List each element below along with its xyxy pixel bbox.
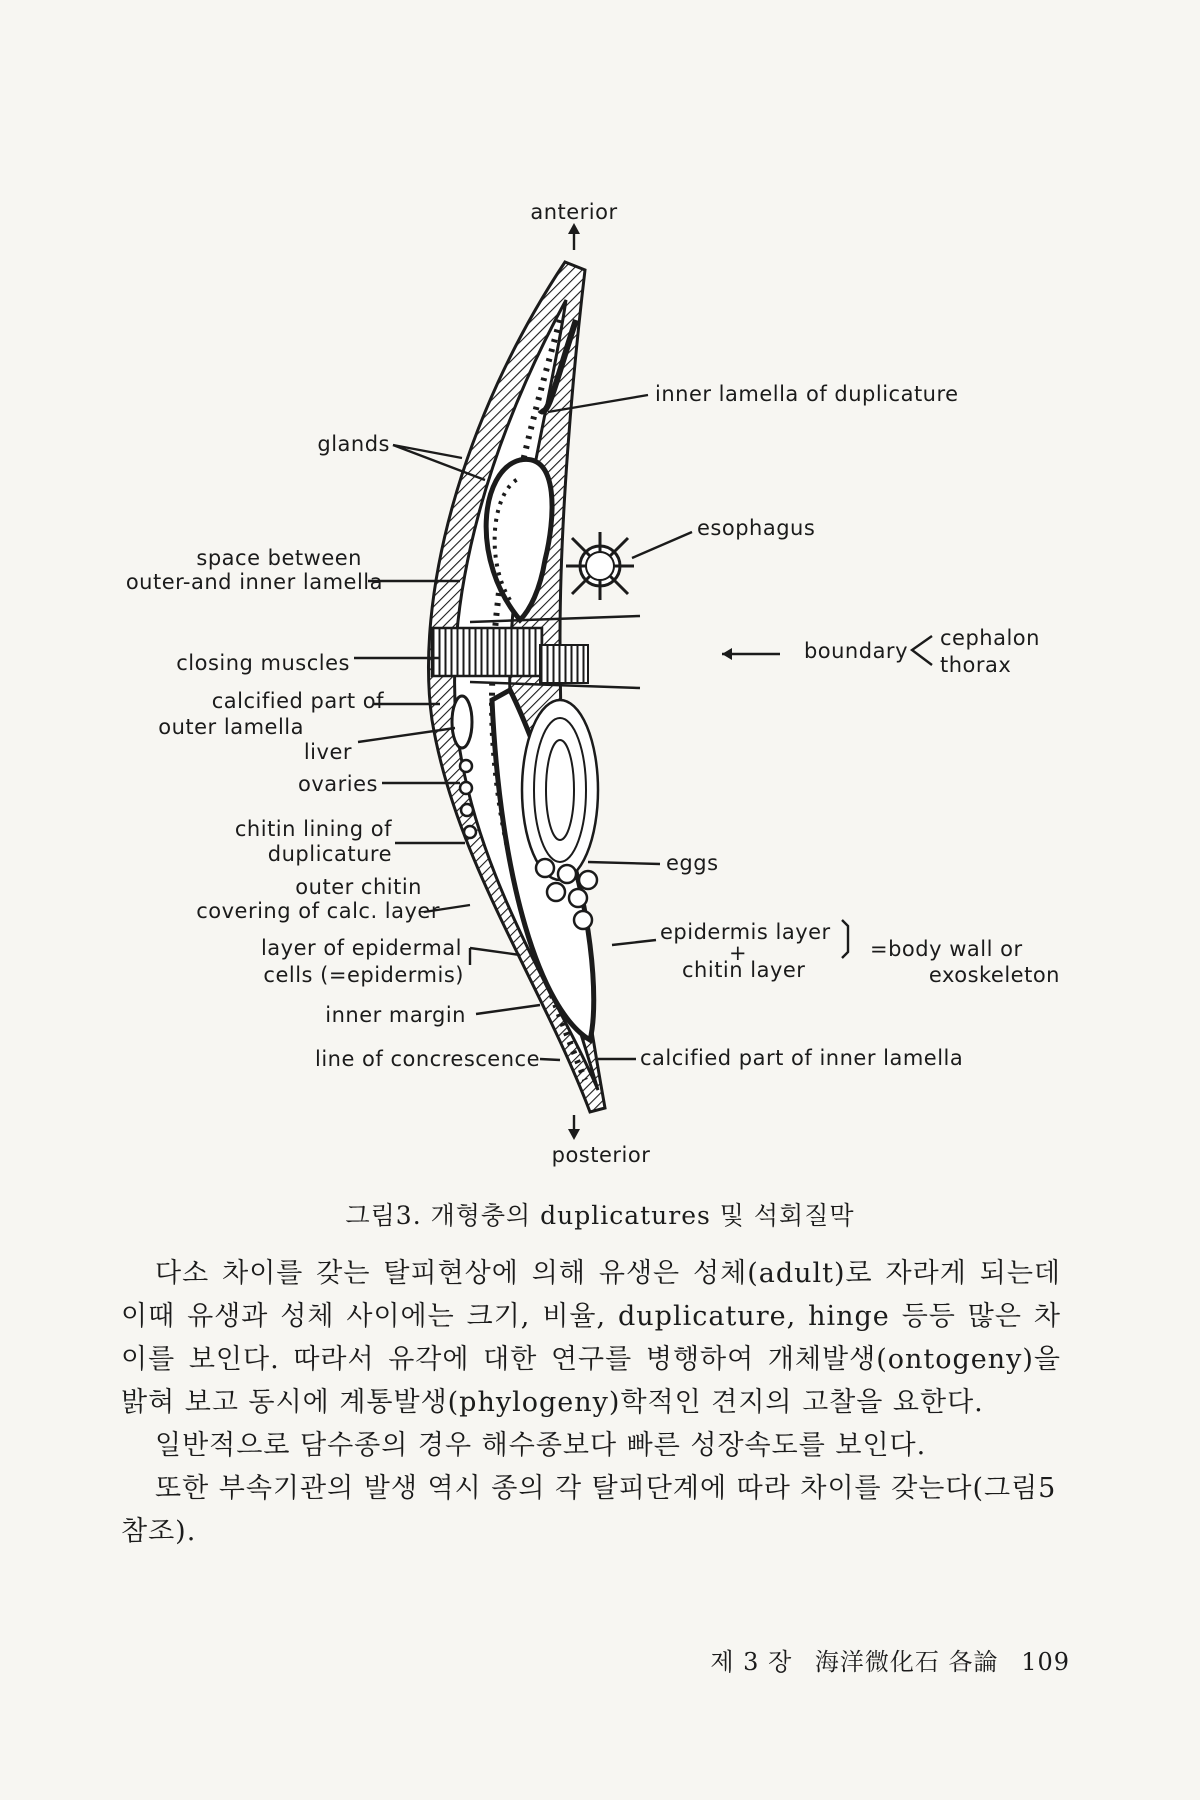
label-body-wall: =body wall or [870,937,1023,961]
footer-page-number: 109 [1021,1648,1070,1676]
label-closing-muscles: closing muscles [176,651,350,675]
label-epidermal-2: cells (=epidermis) [263,963,464,987]
liver-icon [452,696,472,748]
label-ovaries: ovaries [298,772,378,796]
page-footer [696,1642,1070,1677]
label-space-1: space between [196,546,362,570]
body-paragraph-3: 또한 부속기관의 발생 역시 종의 각 탈피단계에 따라 차이를 갖는다(그림5 참조). [121,1473,1057,1547]
label-cephalon: cephalon [940,626,1040,650]
anterior-arrow [568,223,580,250]
label-glands: glands [317,432,390,456]
body-paragraph-2: 일반적으로 담수종의 경우 해수종보다 빠른 성장속도를 보인다. [155,1430,927,1461]
esophagus-icon [566,532,634,600]
closing-muscles-icon [432,628,542,676]
footer-title: 海洋微化石 各論 [814,1648,999,1676]
label-epidermal-1: layer of epidermal [260,936,462,960]
label-chitin-lining-1: chitin lining of [234,817,392,841]
label-line-concrescence: line of concrescence [314,1047,540,1071]
label-eggs: eggs [666,851,719,875]
label-thorax: thorax [940,653,1012,677]
label-calcified-outer-1: calcified part of [211,689,384,713]
label-anterior: anterior [530,200,618,224]
body-paragraph-1: 다소 차이를 갖는 탈피현상에 의해 유생은 성체(adult)로 자라게 되는데 이때 유생과 성체 사이에는 크기, 비율, duplicature, hinge 등등 많은 차이를 보인다. 따라서 유각에 대한 연구를 병행하여 개체발생(ontogeny)을 밝혀 보고 동시에 계통발생(phylogeny)학적인 견지의 고찰을 요한다. [121,1258,1061,1418]
figure-caption: 그림3. 개형충의 duplicatures 및 석회질막 [345,1201,855,1230]
label-inner-lamella: inner lamella of duplicature [655,382,959,406]
label-chitin-lining-2: duplicature [267,842,392,866]
label-space-2: outer-and inner lamella [125,570,383,594]
label-boundary: boundary [803,639,908,663]
label-liver: liver [303,740,352,764]
label-epidermis-layer: epidermis layer [660,920,831,944]
label-calcified-inner: calcified part of inner lamella [640,1046,964,1070]
posterior-arrow [568,1115,580,1140]
label-esophagus: esophagus [697,516,816,540]
label-posterior: posterior [551,1143,651,1167]
label-outer-chitin-1: outer chitin [295,875,422,899]
footer-chapter: 제 3 장 [710,1648,793,1676]
label-chitin-layer: chitin layer [682,958,806,982]
label-outer-chitin-2: covering of calc. layer [196,899,440,923]
label-exoskeleton: exoskeleton [928,963,1060,987]
label-calcified-outer-2: outer lamella [158,715,304,739]
label-inner-margin: inner margin [325,1003,466,1027]
label-plus: + [728,941,748,965]
